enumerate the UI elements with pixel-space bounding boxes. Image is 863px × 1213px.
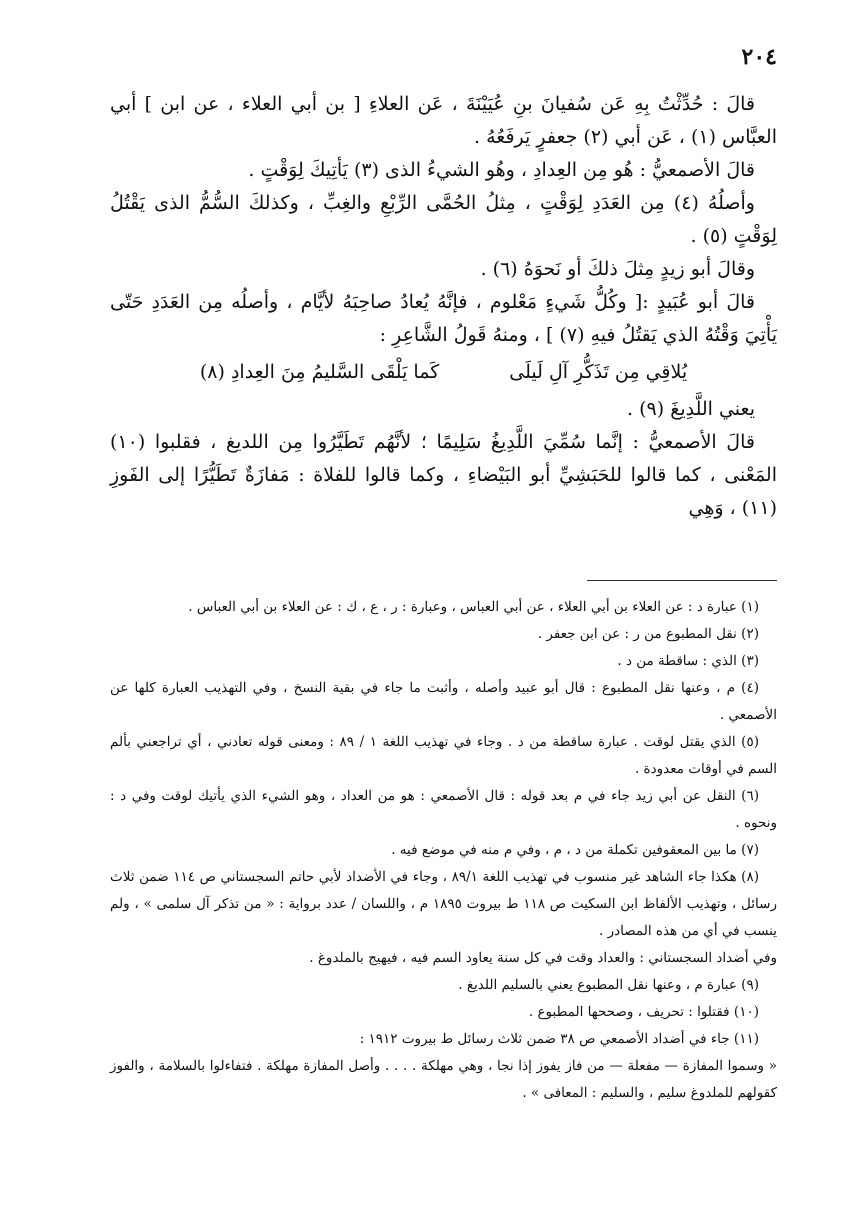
- footnote: (٨) هكذا جاء الشاهد غير منسوب في تهذيب اللغة ٨٩/١ ، وجاء في الأضداد لأبي حاتم السجستاني ص ١١٤ ضمن ثلاث رسائل ، وتهذيب الألفاظ ابن السكيت ص ١١٨ ط بيروت ١٨٩٥ م ، واللسان / عدد برواية : « من تذكر آل سلمى » ، ولم ينسب في أي من هذه المصادر .: [110, 869, 777, 939]
- footnote-continuation: وفي أضداد السجستاني : والعداد وقت في كل سنة يعاود السم فيه ، فيهيج بالملدوغ .: [309, 950, 777, 966]
- footnotes: [110, 594, 777, 1107]
- paragraph: قالَ الأصمعيُّ : هُو مِن العِدادِ ، وهُو الشيءُ الذى (٣) يَأتِيكَ لِوَقْتٍ .: [248, 159, 755, 181]
- footnote-divider: [587, 580, 777, 581]
- footnote: (٤) م ، وعنها نقل المطبوع : قال أبو عبيد وأصله ، وأثبت ما جاء في بقية النسخ ، وفي التهذيب العبارة كلها عن الأصمعي .: [110, 680, 777, 723]
- poetry-verse: [110, 356, 777, 389]
- paragraph: وقالَ أبو زيدٍ مِثلَ ذلكَ أو نَحوَهُ (٦) .: [480, 258, 755, 280]
- footnote: (١١) جاء في أضداد الأصمعي ص ٣٨ ضمن ثلاث رسائل ط بيروت ١٩١٢ :: [359, 1031, 759, 1047]
- paragraph: وأصلُهُ (٤) مِن العَدَدِ لِوَقْتٍ ، مِثلُ الحُمَّى الرِّبْعِ والغِبِّ ، وكذلكَ السُّمُّ الذى يَقْتُلُ لِوَقْتٍ (٥) .: [110, 192, 777, 247]
- footnote: (١) عبارة د : عن العلاء بن أبي العلاء ، عن أبي العباس ، وعبارة : ر ، ع ، ك : عن العلاء بن أبي العباس .: [188, 599, 759, 615]
- footnote: (٢) نقل المطبوع من ر : عن ابن جعفر .: [537, 626, 759, 642]
- page-number: ٢٠٤: [741, 44, 777, 70]
- footnote: (٧) ما بين المعقوفين تكملة من د ، م ، وفي م منه في موضع فيه .: [391, 842, 759, 858]
- footnote: (٣) الذي : ساقطة من د .: [617, 653, 759, 669]
- paragraph: قالَ الأصمعيُّ : إنَّما سُمِّيَ اللَّدِيغُ سَلِيمًا ؛ لأنَّهُم تَطَيَّرُوا مِن اللديغ ، فقلبوا (١٠) المَعْنى ، كما قالوا للحَبَشِيِّ أبو البَيْضاءِ ، وكما قالوا للفلاة : مَفازَةٌ تَطَيُّرًا إلى الفَوزِ (١١) ، وَهِي: [110, 431, 777, 519]
- paragraph: قالَ أبو عُبَيدٍ :[ وكُلُّ شَيءٍ مَعْلوم ، فإنَّهُ يُعادُ صاحِبَهُ لأيَّام ، وأصلُه مِن العَدَدِ حَتّى يَأْتِيَ وَقْتُهُ الذي يَقتُلُ فيهِ (٧) ] ، ومنهُ قَولُ الشَّاعِرِ :: [110, 291, 777, 346]
- verse-first-hemistich: يُلاقِي مِن تَذَكُّرِ آلِ لَيلَى: [509, 361, 688, 383]
- footnote: (٥) الذي يقتل لوقت . عبارة ساقطة من د . وجاء في تهذيب اللغة ١ / ٨٩ : ومعنى قوله تعادني ، أي تراجعني بألم السم في أوقات معدودة .: [110, 734, 777, 777]
- footnote: (٦) النقل عن أبي زيد جاء في م بعد قوله : قال الأصمعي : هو من العداد ، وهو الشيء الذي يأتيك لوقت وفي د : ونحوه .: [110, 788, 777, 831]
- verse-second-hemistich: كَما يَلْقَى السَّليمُ مِنَ العِدادِ (٨): [199, 361, 440, 383]
- main-text: [110, 88, 777, 525]
- paragraph: يعني اللَّدِيغَ (٩) .: [627, 398, 755, 420]
- footnote-quote: « وسموا المفازة — مفعلة — من فاز يفوز إذا نجا ، وهي مهلكة . . . . وأصل المفازة مهلكة . فتفاءلوا بالسلامة ، والفوز كقولهم للملدوغ سليم ، والسليم : المعافى » .: [110, 1058, 777, 1101]
- footnote: (٩) عبارة م ، وعنها نقل المطبوع يعني بالسليم اللديغ .: [458, 977, 759, 993]
- footnote: (١٠) فقتلوا : تحريف ، وصححها المطبوع .: [528, 1004, 759, 1020]
- paragraph: قالَ : حُدِّثْتُ بِهِ عَن سُفيانَ بنِ عُيَيْنَةَ ، عَن العلاءِ [ بن أبي العلاء ، عن ابن ] أبي العبَّاس (١) ، عَن أبي (٢) جعفرٍ يَرفَعُهُ .: [110, 93, 777, 148]
